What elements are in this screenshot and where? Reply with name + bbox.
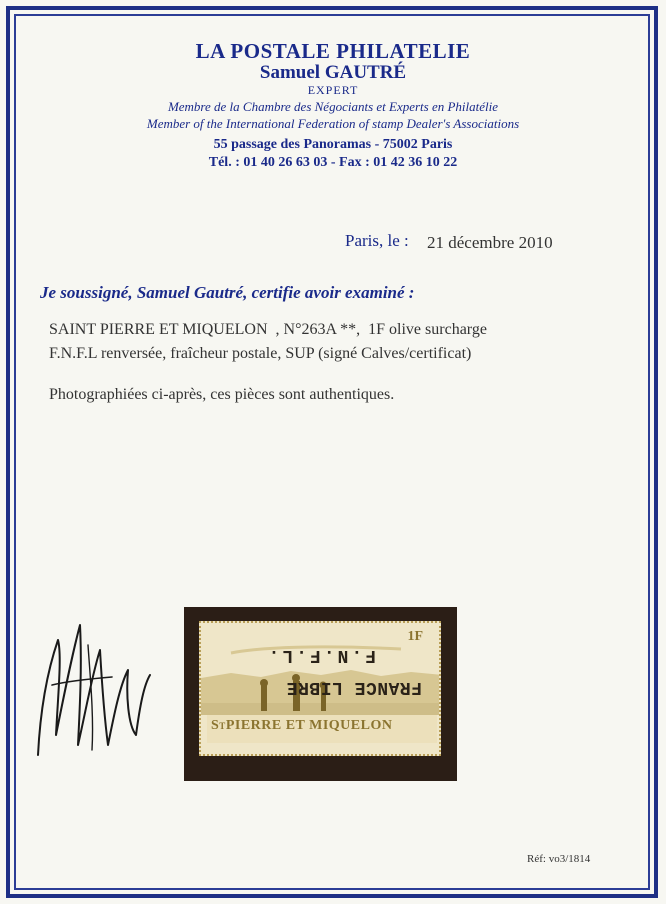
date-label: Paris, le : [345,231,409,250]
letterhead [0,40,666,171]
stamp-denomination: 1F [407,629,423,644]
reference-number: Réf: vo3/1814 [527,853,591,865]
membership-fr: Membre de la Chambre des Négociants et Experts en Philatélie [167,99,499,114]
membership-en: Member of the International Federation of stamp Dealer's Associations [146,116,520,131]
stamp-country-label: STPIERRE ET MIQUELON [211,718,393,733]
description-line-1: SAINT PIERRE ET MIQUELON , N°263A **, 1F olive surcharge [49,321,487,338]
stamp-country-name: PIERRE ET MIQUELON [225,718,393,733]
date-value: 21 décembre 2010 [427,233,553,252]
stamp-image [199,621,441,756]
handwritten-signature [28,615,188,765]
inverted-overprint [266,645,426,697]
company-title: LA POSTALE PHILATELIE [195,39,471,63]
description-line-2: F.N.F.L renversée, fraîcheur postale, SUP (signé Calves/certificat) [49,345,472,362]
stamp-description [49,318,487,366]
authenticity-statement: Photographiées ci-après, ces pièces sont authentiques. [49,386,395,403]
overprint-france-libre: FRANCE LIBRE [286,677,422,697]
stamp-country-prefix: S [211,718,220,733]
date-line [345,231,553,252]
postal-address: 55 passage des Panoramas - 75002 Paris [213,137,453,152]
expert-name: Samuel GAUTRÉ [259,62,407,83]
expert-role: EXPERT [307,83,359,97]
phone-fax: Tél. : 01 40 26 63 03 - Fax : 01 42 36 10 22 [208,155,458,170]
overprint-fnfl: F.N.F.L. [265,645,376,665]
certification-statement: Je soussigné, Samuel Gautré, certifie avoir examiné : [40,283,415,302]
